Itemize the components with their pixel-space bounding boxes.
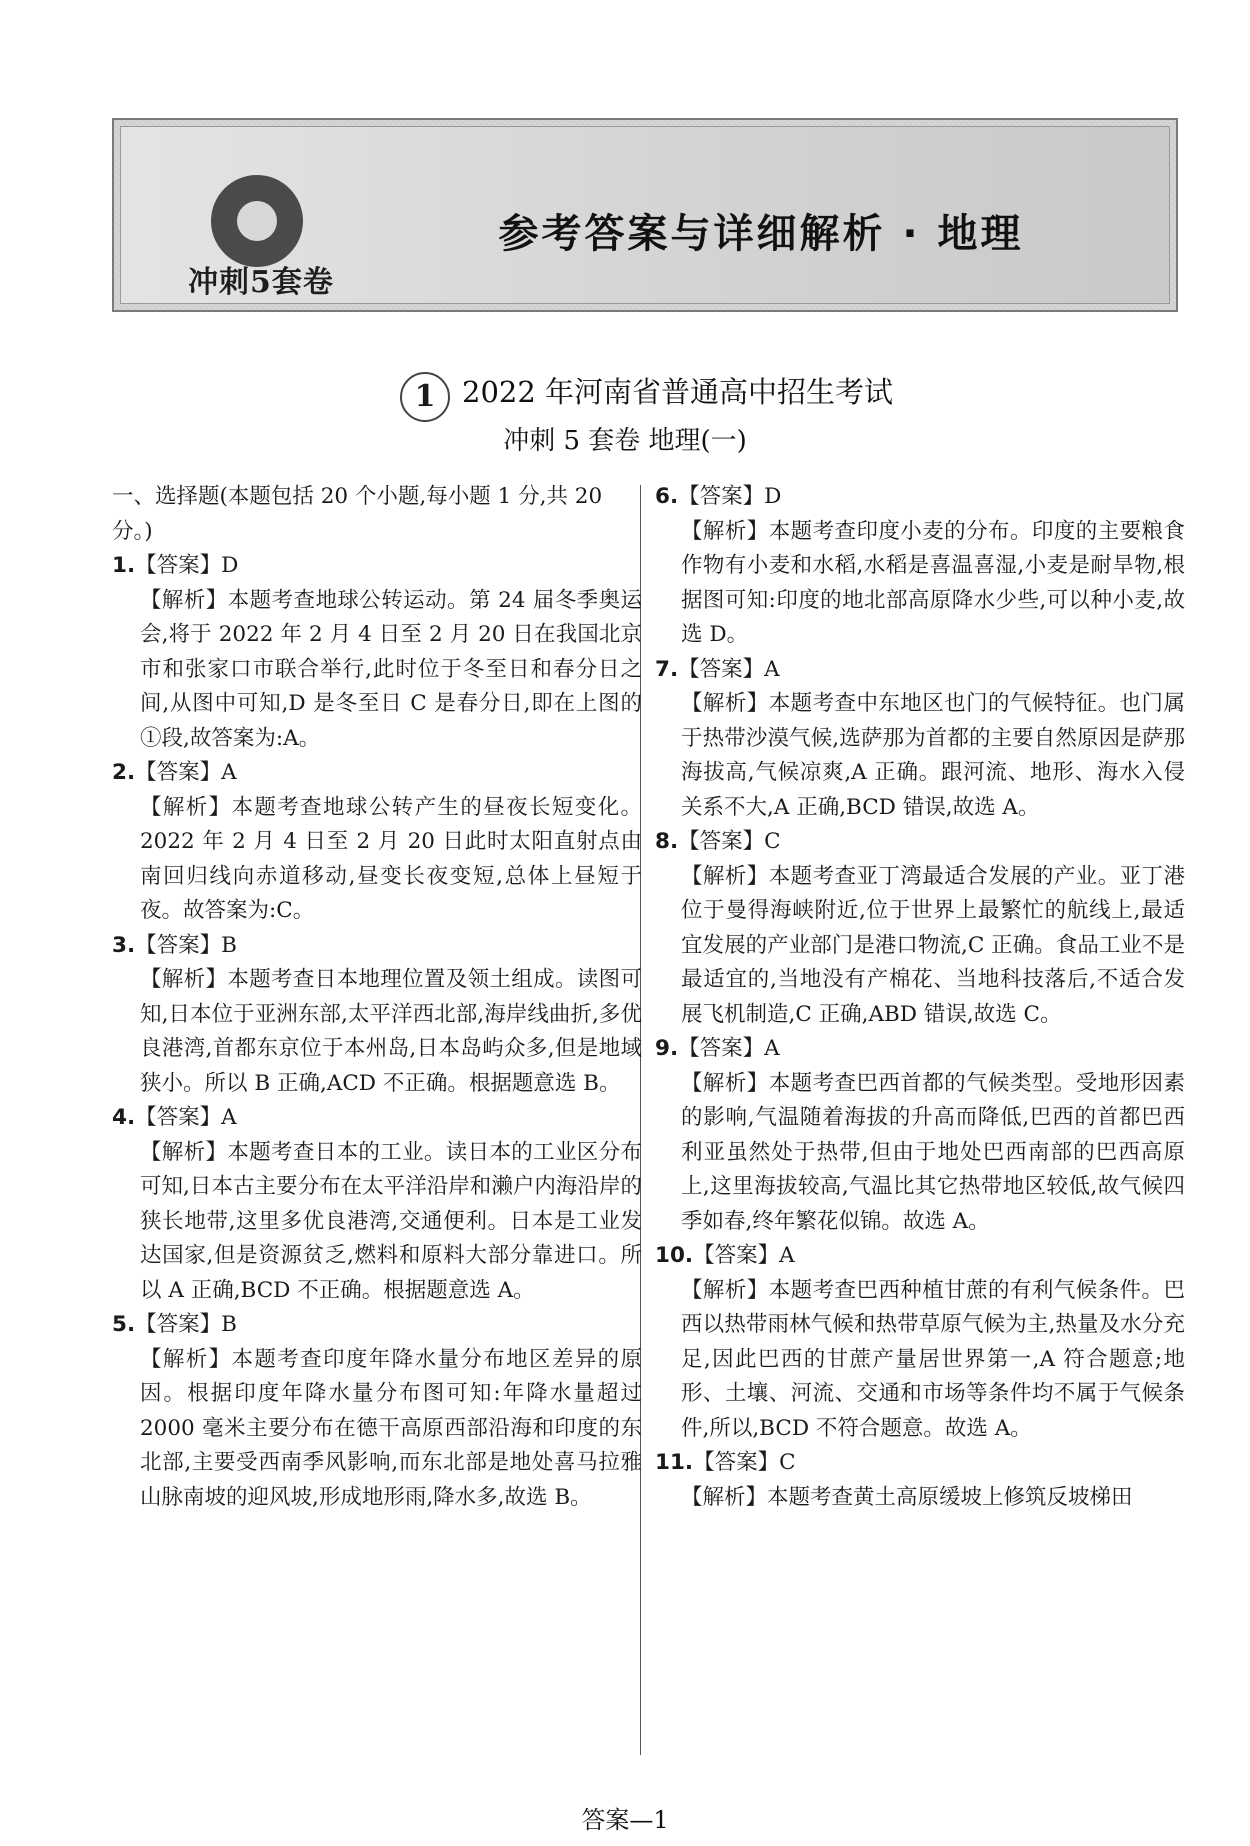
answer-text: 【答案】D — [135, 553, 239, 578]
header-banner — [112, 118, 1178, 312]
explanation-text: 【解析】本题考查日本的工业。读日本的工业区分布可知,日本古主要分布在太平洋沿岸和濑户内海沿岸的狭长地带,这里多优良港湾,交通便利。日本是工业发达国家,但是资源贫乏,燃料和原料大部分靠进口。所以 A 正确,BCD 不正确。根据题意选 A。 — [140, 1139, 642, 1303]
question-number: 5. — [112, 1312, 136, 1337]
answer-text: 【答案】A — [135, 760, 237, 785]
page-footer: 答案—1 — [581, 1806, 669, 1834]
question-number: 10. — [655, 1243, 694, 1268]
question-number: 6. — [655, 484, 679, 509]
answer-text: 【答案】B — [135, 1312, 237, 1337]
question-item — [655, 1032, 1185, 1239]
explanation-text: 【解析】本题考查地球公转运动。第 24 届冬季奥运会,将于 2022 年 2 月 4 日至 2 月 20 日在我国北京市和张家口市联合举行,此时位于冬至日和春分日之间,从图中可知,D 是冬至日 C 是春分日,即在上图的①段,故答案为:A。 — [140, 587, 642, 751]
explanation-text: 【解析】本题考查印度年降水量分布地区差异的原因。根据印度年降水量分布图可知:年降水量超过 2000 毫米主要分布在德干高原西部沿海和印度的东北部,主要受西南季风影响,而东北部是地处喜马拉雅山脉南坡的迎风坡,形成地形雨,降水多,故选 B。 — [140, 1346, 642, 1510]
explanation-text: 【解析】本题考查地球公转产生的昼夜长短变化。2022 年 2 月 4 日至 2 月 20 日此时太阳直射点由南回归线向赤道移动,昼变长夜变短,总体上昼短于夜。故答案为:C。 — [140, 794, 642, 923]
answer-text: 【答案】A — [693, 1243, 795, 1268]
answer-text: 【答案】A — [135, 1105, 237, 1130]
question-number: 2. — [112, 760, 136, 785]
answer-text: 【答案】C — [693, 1450, 796, 1475]
section-heading: 一、选择题(本题包括 20 个小题,每小题 1 分,共 20 分。) — [112, 484, 603, 544]
answer-text: 【答案】A — [678, 1036, 780, 1061]
question-item — [112, 549, 642, 756]
banner-title: 参考答案与详细解析 · 地理 — [498, 211, 1024, 257]
explanation-text: 【解析】本题考查巴西种植甘蔗的有利气候条件。巴西以热带雨林气候和热带草原气候为主,热量及水分充足,因此巴西的甘蔗产量居世界第一,A 符合题意;地形、土壤、河流、交通和市场等条件均不属于气候条件,所以,BCD 不符合题意。故选 A。 — [681, 1277, 1185, 1441]
question-number: 3. — [112, 932, 136, 958]
banner-inner — [120, 126, 1170, 304]
exam-subtitle: 冲刺 5 套卷 地理(一) — [503, 426, 747, 456]
explanation-text: 【解析】本题考查黄土高原缓坡上修筑反坡梯田 — [681, 1484, 1133, 1510]
explanation-text: 【解析】本题考查日本地理位置及领土组成。读图可知,日本位于亚洲东部,太平洋西北部,海岸线曲折,多优良港湾,首都东京位于本州岛,日本岛屿众多,但是地域狭小。所以 B 正确,ACD 不正确。根据题意选 B。 — [140, 967, 642, 1096]
question-item — [112, 756, 642, 929]
question-number: 8. — [655, 829, 679, 854]
answer-text: 【答案】A — [678, 656, 780, 682]
question-number: 7. — [655, 656, 679, 682]
answer-text: 【答案】B — [135, 932, 237, 958]
answer-text: 【答案】D — [678, 484, 782, 509]
left-column — [112, 480, 642, 1515]
question-number: 11. — [655, 1450, 694, 1475]
question-item — [655, 1239, 1185, 1446]
question-number: 1. — [112, 553, 136, 578]
question-item — [655, 653, 1185, 826]
right-column — [655, 480, 1185, 1515]
question-item — [112, 1101, 642, 1308]
question-item — [655, 480, 1185, 653]
explanation-text: 【解析】本题考查巴西首都的气候类型。受地形因素的影响,气温随着海拔的升高而降低,巴西的首都巴西利亚虽然处于热带,但由于地处巴西南部的巴西高原上,这里海拔较高,气温比其它热带地区较低,故气候四季如春,终年繁花似锦。故选 A。 — [681, 1070, 1185, 1234]
question-item — [655, 825, 1185, 1032]
question-item — [112, 929, 642, 1102]
question-item — [655, 1446, 1185, 1515]
logo-text: 冲刺5套卷 — [188, 265, 334, 300]
explanation-text: 【解析】本题考查印度小麦的分布。印度的主要粮食作物有小麦和水稻,水稻是喜温喜湿,小麦是耐旱物,根据图可知:印度的地北部高原降水少些,可以种小麦,故选 D。 — [681, 518, 1185, 647]
explanation-text: 【解析】本题考查亚丁湾最适合发展的产业。亚丁港位于曼得海峡附近,位于世界上最繁忙的航线上,最适宜发展的产业部门是港口物流,C 正确。食品工业不是最适宜的,当地没有产棉花、当地科技落后,不适合发展飞机制造,C 正确,ABD 错误,故选 C。 — [681, 863, 1185, 1027]
answer-text: 【答案】C — [678, 829, 781, 854]
question-number: 9. — [655, 1036, 679, 1061]
question-number: 4. — [112, 1105, 136, 1130]
exam-title: 2022 年河南省普通高中招生考试 — [462, 375, 894, 409]
logo-icon — [211, 175, 303, 267]
explanation-text: 【解析】本题考查中东地区也门的气候特征。也门属于热带沙漠气候,选萨那为首都的主要自然原因是萨那海拔高,气候凉爽,A 正确。跟河流、地形、海水入侵关系不大,A 正确,BCD 错误,故选 A。 — [681, 691, 1185, 820]
question-item — [112, 1308, 642, 1515]
exam-number-badge: 1 — [400, 372, 450, 422]
